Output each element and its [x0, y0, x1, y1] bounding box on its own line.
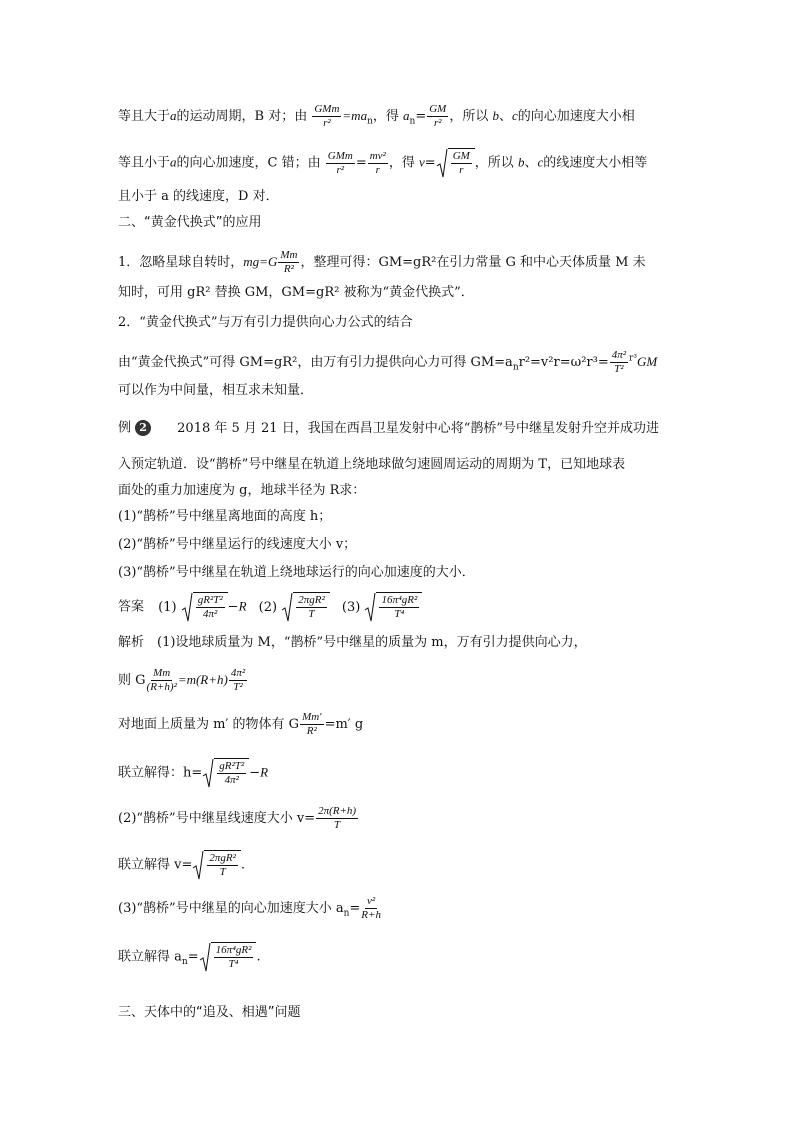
question-2: (2)“鹊桥”号中继星运行的线速度大小 v；	[118, 537, 357, 552]
text: 的运动周期，B 对；由	[176, 109, 308, 124]
text: ，得	[372, 109, 399, 124]
para-3-line-1: 由“黄金代换式”可得 GM=gR²，由万有引力提供向心力可得 $GM=a_nr^2=v^2r=\omega^2r^3=$ $\frac{\text{4π²}}{\text{T²}}$ $^{r^3}$GM	[118, 349, 658, 375]
analysis-line-2: 则 G $\frac{Mm}{\text{(R+h)²}}$ =m(R+h) $\frac{\text{4π²}}{\text{T²}}$	[118, 667, 246, 693]
text: =m′ g	[324, 717, 364, 732]
para-1-line-1: 1．忽略星球自转时，mg=G $\frac{Mm}{\text{R²}}$ ，整理可得：GM=gR²在引力常量 G 和中心天体质量 M 未	[118, 249, 646, 275]
para-1-line-2: 知时，可用 gR² 替换 GM，GM=gR² 被称为“黄金代换式”．	[118, 285, 474, 300]
example-label: 例	[118, 420, 132, 436]
text: (3)“鹊桥”号中继星的向心加速度大小 a	[118, 901, 344, 916]
para-4: 可以作为中间量，相互求未知量．	[118, 383, 314, 398]
answer-label: 答案	[118, 599, 145, 615]
analysis-line-4: 联立解得：h= $\frac{\text{gR²T²}}{\text{4π²}}$ −R	[118, 760, 269, 786]
text: 的向心加速度大小相	[517, 109, 635, 124]
text: 对地面上质量为 m′ 的物体有 G	[118, 717, 300, 732]
analysis-line-5: (2)“鹊桥”号中继星线速度大小 v= $\frac{2\pi(R+h)}{T}$	[118, 805, 357, 831]
text: 的向心加速度，C 错；由	[176, 155, 321, 171]
example-line-2: 入预定轨道．设“鹊桥”号中继星在轨道上绕地球做匀速圆周运动的周期为 T，已知地球表	[118, 457, 626, 472]
example-line-1	[118, 420, 659, 436]
text: r²=v²r=ω²r³=	[518, 355, 609, 370]
analysis-line-6: 联立解得 v= $\frac{\text{2πgR²}}{T}$ .	[118, 852, 246, 878]
text: GM	[636, 354, 658, 369]
text: 则 G	[118, 673, 146, 688]
analysis-line-7: (3)“鹊桥”号中继星的向心加速度大小 $a_n=$ $\frac{\text{v²}}{R+h}$	[118, 895, 381, 921]
text: 联立解得 a	[118, 949, 182, 965]
text-line-1: 等且大于a的运动周期，B 对；由 $\frac{\text{GMm}}{\text{r²}}$ $=ma_n$，得 $a_n=$ $\frac{GM}{\text{r²}}$ ，所以 b、c的向心加速度大小相	[118, 103, 635, 129]
analysis-line-1: 解析 (1)设地球质量为 M，“鹊桥”号中继星的质量为 m，万有引力提供向心力，	[118, 635, 587, 650]
text: 等且大于	[118, 109, 171, 124]
text: ，所以	[474, 155, 514, 171]
text: 由“黄金代换式”可得 GM=gR²，由万有引力提供向心力可得 GM=a	[118, 355, 513, 370]
text: 1．忽略星球自转时，	[118, 255, 244, 270]
text: ，得	[388, 155, 415, 171]
para-2: 2．“黄金代换式”与万有引力提供向心力公式的结合	[118, 315, 413, 330]
answer-line: 答案 (1) $\frac{\text{gR²T²}}{\text{4π²}}$ −R (2) $\frac{\text{2πgR²}}{T}$ (3) $\frac{\text{16π⁴gR²}}{\text{T⁴}}$	[118, 592, 422, 622]
question-3: (3)“鹊桥”号中继星在轨道上绕地球运行的向心加速度的大小．	[118, 565, 475, 580]
text: (2)“鹊桥”号中继星线速度大小 v=	[118, 811, 316, 826]
analysis-line-3: 对地面上质量为 m′ 的物体有 G $\frac{Mm'}{\text{R²}}$ =m′ g	[118, 711, 364, 737]
question-1: (1)“鹊桥”号中继星离地面的高度 h；	[118, 509, 332, 524]
text: 联立解得 v=	[118, 857, 193, 873]
text-line-2: 等且小于a的向心加速度，C 错；由 $\frac{\text{GMm}}{\text{r²}}$ = $\frac{\text{mv²}}{r}$ ，得 v= $\frac{GM}{r}$ ，所以 b、c的线速度大小相等	[118, 149, 648, 176]
example-number-badge: 2	[135, 420, 151, 436]
text: 联立解得：h=	[118, 765, 203, 781]
analysis-line-8: 联立解得 $a_n=$ $\frac{\text{16π⁴gR²}}{\text{T⁴}}$ .	[118, 944, 261, 970]
text: ，所以	[449, 109, 489, 124]
text: 等且小于	[118, 155, 171, 171]
text-line-3: 且小于 a 的线速度，D 对．	[118, 189, 279, 204]
text: 2018 年 5 月 21 日，我国在西昌卫星发射中心将“鹊桥”号中继星发射升空并成功进	[177, 420, 660, 436]
example-line-3: 面处的重力加速度为 g，地球半径为 R求：	[118, 483, 366, 498]
text: 的线速度大小相等	[543, 155, 648, 171]
section-heading-2: 二、“黄金代换式”的应用	[118, 215, 262, 230]
section-heading-3: 三、天体中的“追及、相遇”问题	[118, 1005, 301, 1020]
text: ，整理可得：GM=gR²在引力常量 G 和中心天体质量 M 未	[300, 255, 646, 270]
